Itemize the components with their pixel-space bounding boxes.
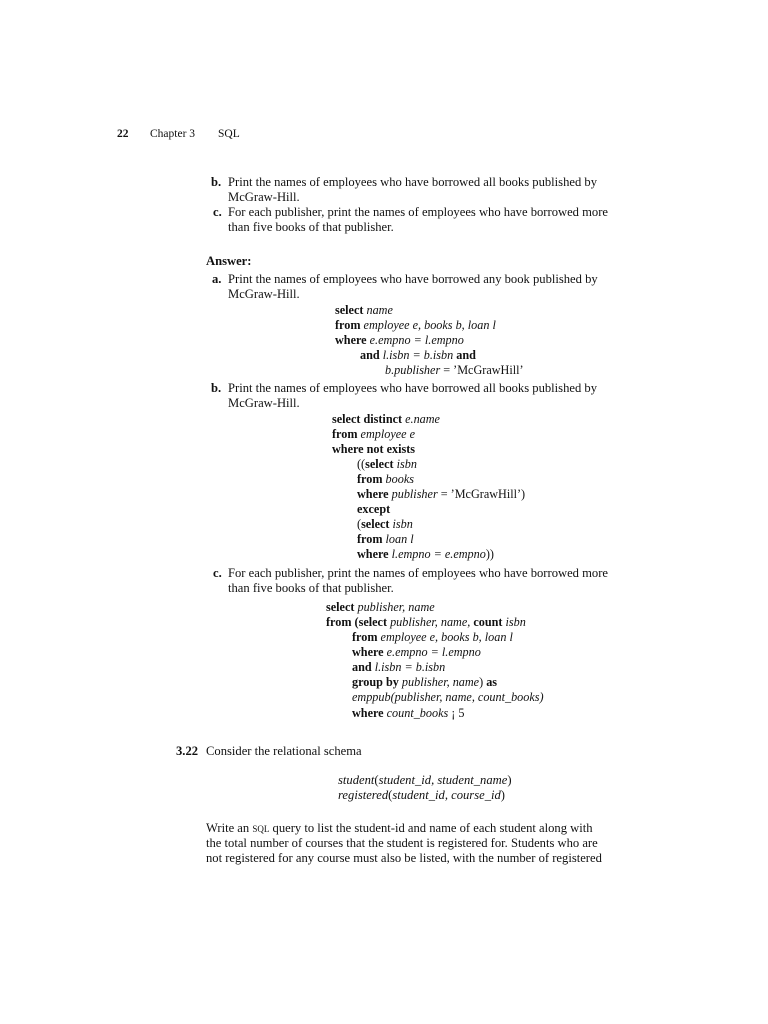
item-text: McGraw-Hill. xyxy=(228,287,300,301)
code-line: from employee e xyxy=(332,427,416,441)
item-text: McGraw-Hill. xyxy=(228,190,300,204)
code-line: except xyxy=(357,502,391,516)
code-line: select distinct e.name xyxy=(332,412,440,426)
code-line: from books xyxy=(357,472,414,486)
item-label: c. xyxy=(213,205,222,219)
exercise-paragraph-line: Write an sql query to list the student-id and name of each student along with xyxy=(206,821,593,835)
exercise-paragraph-line: not registered for any course must also be listed, with the number of registered xyxy=(206,851,602,865)
exercise-prompt: Consider the relational schema xyxy=(206,744,362,758)
item-text: For each publisher, print the names of employees who have borrowed more xyxy=(228,205,608,219)
page-number: 22 xyxy=(117,128,129,140)
code-line: from employee e, books b, loan l xyxy=(352,630,513,644)
code-line: and l.isbn = b.isbn and xyxy=(360,348,476,362)
item-text: McGraw-Hill. xyxy=(228,396,300,410)
item-text: than five books of that publisher. xyxy=(228,581,394,595)
exercise-number: 3.22 xyxy=(176,744,199,758)
code-line: where not exists xyxy=(332,442,416,456)
item-text: Print the names of employees who have borrowed all books published by xyxy=(228,381,597,395)
item-label: a. xyxy=(212,272,222,286)
code-line: from employee e, books b, loan l xyxy=(335,318,496,332)
item-label: c. xyxy=(213,566,222,580)
code-line: select publisher, name xyxy=(326,600,435,614)
code-line: (select isbn xyxy=(357,517,413,531)
item-text: than five books of that publisher. xyxy=(228,220,394,234)
schema-relation: student(student_id, student_name) xyxy=(338,773,512,787)
answer-heading: Answer: xyxy=(206,254,252,268)
code-line: where publisher = ’McGrawHill’) xyxy=(357,487,526,501)
item-text: Print the names of employees who have borrowed any book published by xyxy=(228,272,598,286)
exercise-paragraph-line: the total number of courses that the student is registered for. Students who are xyxy=(206,836,598,850)
code-line: b.publisher = ’McGrawHill’ xyxy=(385,363,524,377)
schema-relation: registered(student_id, course_id) xyxy=(338,788,505,802)
item-text: For each publisher, print the names of employees who have borrowed more xyxy=(228,566,608,580)
item-label: b. xyxy=(211,175,222,189)
code-line: emppub(publisher, name, count_books) xyxy=(352,690,544,704)
code-line: from (select publisher, name, count isbn xyxy=(326,615,526,629)
code-line: where e.empno = l.empno xyxy=(352,645,481,659)
code-line: ((select isbn xyxy=(357,457,417,471)
code-line: where l.empno = e.empno)) xyxy=(357,547,494,561)
code-line: select name xyxy=(335,303,393,317)
code-line: and l.isbn = b.isbn xyxy=(352,660,446,674)
code-line: where count_books ¡ 5 xyxy=(352,706,465,720)
item-text: Print the names of employees who have borrowed all books published by xyxy=(228,175,597,189)
code-line: where e.empno = l.empno xyxy=(335,333,464,347)
item-label: b. xyxy=(211,381,222,395)
chapter-label: Chapter 3 xyxy=(150,128,196,140)
chapter-title: SQL xyxy=(218,128,240,140)
code-line: group by publisher, name) as xyxy=(352,675,498,689)
code-line: from loan l xyxy=(357,532,414,546)
